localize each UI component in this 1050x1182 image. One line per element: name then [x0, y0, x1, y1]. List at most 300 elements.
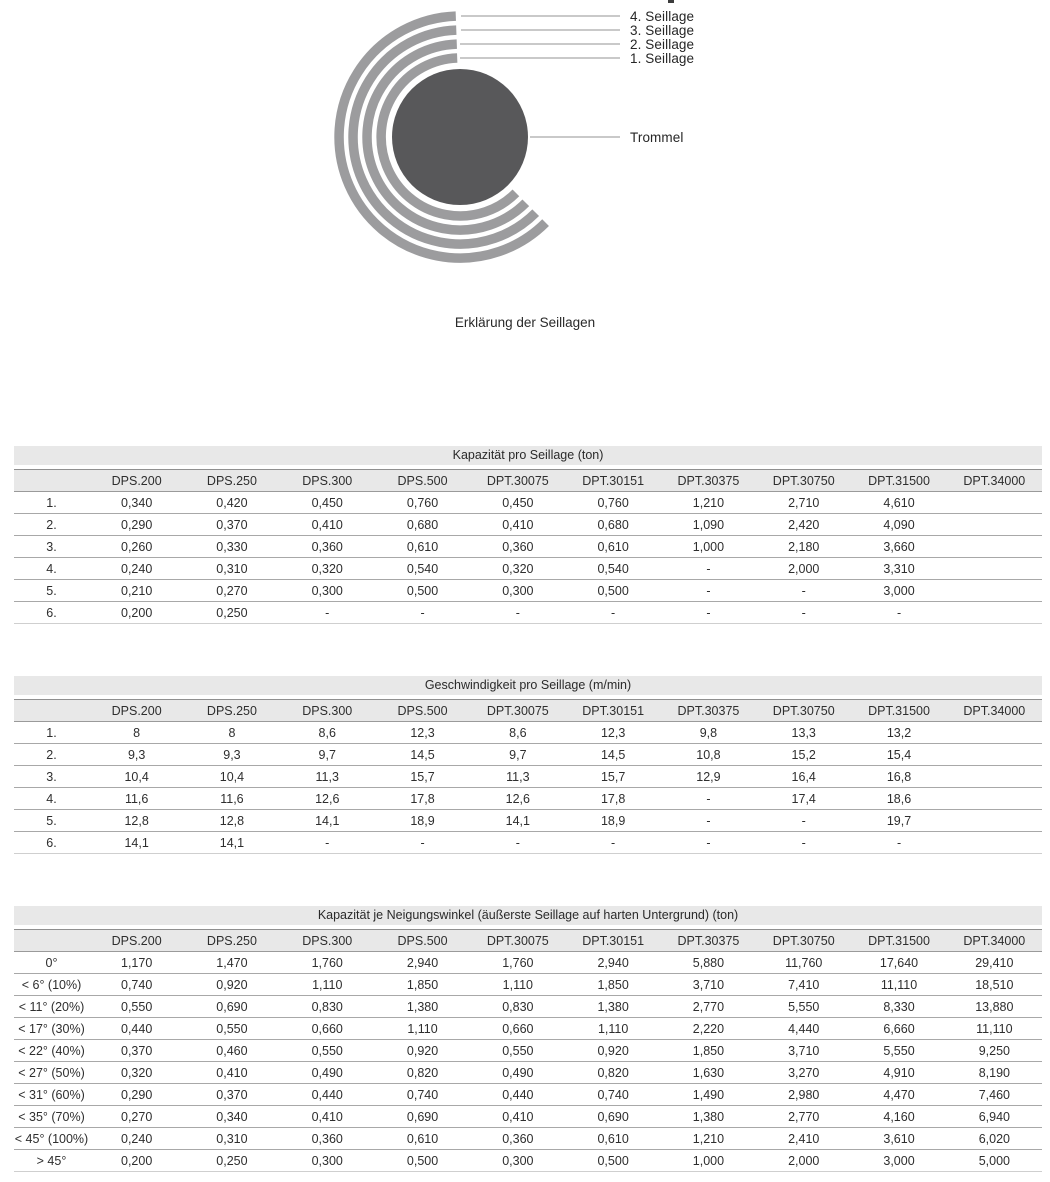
table-cell: 2,420 — [756, 514, 851, 536]
table-cell: 0,340 — [184, 1106, 279, 1128]
table-cell: - — [851, 832, 946, 854]
corner-cell — [14, 700, 89, 722]
table-cell: 0,610 — [565, 1128, 660, 1150]
column-header: DPS.300 — [280, 700, 375, 722]
table-cell: 0,370 — [184, 1084, 279, 1106]
table-cell: 0,690 — [184, 996, 279, 1018]
table-cell: 0,300 — [280, 580, 375, 602]
table-cell: 12,8 — [89, 810, 184, 832]
table-cell: 0,360 — [470, 1128, 565, 1150]
table-cell: 0,920 — [375, 1040, 470, 1062]
table-cell: 0,500 — [375, 580, 470, 602]
table-cell: 18,9 — [565, 810, 660, 832]
column-header: DPT.30151 — [565, 930, 660, 952]
row-label: 4. — [14, 558, 89, 580]
corner-cell — [14, 930, 89, 952]
table-cell: 29,410 — [947, 952, 1042, 974]
table-cell: 2,770 — [661, 996, 756, 1018]
table-cell — [947, 832, 1042, 854]
column-header: DPS.250 — [184, 700, 279, 722]
table-cell: 9,8 — [661, 722, 756, 744]
table-cell: 1,380 — [565, 996, 660, 1018]
table-cell: 0,550 — [280, 1040, 375, 1062]
table-cell: 0,830 — [280, 996, 375, 1018]
table-cell: 0,760 — [565, 492, 660, 514]
data-table — [14, 699, 1042, 854]
table-cell: 0,450 — [280, 492, 375, 514]
column-header: DPT.30750 — [756, 930, 851, 952]
table-cell: 0,540 — [565, 558, 660, 580]
table-cell: 3,000 — [851, 580, 946, 602]
row-label: < 45° (100%) — [14, 1128, 89, 1150]
table-cell: 0,680 — [565, 514, 660, 536]
table-cell: 3,270 — [756, 1062, 851, 1084]
table-cell — [947, 744, 1042, 766]
table-cell: 0,820 — [565, 1062, 660, 1084]
table-cell: 0,920 — [184, 974, 279, 996]
table-cell: 0,460 — [184, 1040, 279, 1062]
row-label: 2. — [14, 744, 89, 766]
table-cell — [947, 514, 1042, 536]
data-table — [14, 929, 1042, 1172]
column-header: DPS.200 — [89, 470, 184, 492]
column-header: DPT.34000 — [947, 470, 1042, 492]
table-kapazitaet-pro-seillage — [14, 446, 1042, 624]
table-row — [14, 974, 1042, 996]
table-row — [14, 766, 1042, 788]
table-cell: 1,110 — [375, 1018, 470, 1040]
table-cell: 0,270 — [184, 580, 279, 602]
row-label: 0° — [14, 952, 89, 974]
table-cell: 1,000 — [661, 1150, 756, 1172]
table-cell: 7,410 — [756, 974, 851, 996]
column-header: DPT.30075 — [470, 930, 565, 952]
table-cell: 4,470 — [851, 1084, 946, 1106]
table-cell: 18,6 — [851, 788, 946, 810]
table-cell: 1,210 — [661, 1128, 756, 1150]
table-cell: 0,250 — [184, 1150, 279, 1172]
table-cell: 1,630 — [661, 1062, 756, 1084]
table-cell: 14,1 — [184, 832, 279, 854]
table-cell: 0,360 — [280, 1128, 375, 1150]
row-label: 5. — [14, 810, 89, 832]
table-cell: 2,220 — [661, 1018, 756, 1040]
table-cell: 0,300 — [470, 1150, 565, 1172]
table-cell: 1,760 — [280, 952, 375, 974]
table-cell: 2,410 — [756, 1128, 851, 1150]
table-row — [14, 1018, 1042, 1040]
table-cell: 9,7 — [280, 744, 375, 766]
table-cell — [947, 722, 1042, 744]
table-cell: 0,290 — [89, 1084, 184, 1106]
table-cell: - — [756, 832, 851, 854]
column-header: DPS.200 — [89, 930, 184, 952]
column-header: DPT.30151 — [565, 470, 660, 492]
table-cell: 8 — [184, 722, 279, 744]
table-cell: 5,550 — [851, 1040, 946, 1062]
row-label: 6. — [14, 832, 89, 854]
table-cell: 0,340 — [89, 492, 184, 514]
table-cell: 1,490 — [661, 1084, 756, 1106]
table-cell: 3,710 — [661, 974, 756, 996]
table-cell: 15,7 — [565, 766, 660, 788]
table-cell: 0,410 — [280, 514, 375, 536]
table-cell: 1,110 — [280, 974, 375, 996]
table-cell: - — [661, 788, 756, 810]
row-label: 5. — [14, 580, 89, 602]
table-cell: 4,440 — [756, 1018, 851, 1040]
table-row — [14, 722, 1042, 744]
table-cell: 12,8 — [184, 810, 279, 832]
row-label: 1. — [14, 492, 89, 514]
table-cell: 15,4 — [851, 744, 946, 766]
table-cell: 8 — [89, 722, 184, 744]
table-cell: - — [280, 602, 375, 624]
column-header: DPS.500 — [375, 930, 470, 952]
table-cell: 0,760 — [375, 492, 470, 514]
table-cell: 6,660 — [851, 1018, 946, 1040]
table-row — [14, 1084, 1042, 1106]
table-cell: 1,110 — [470, 974, 565, 996]
table-cell: 0,920 — [565, 1040, 660, 1062]
table-cell: - — [280, 832, 375, 854]
table-title: Geschwindigkeit pro Seillage (m/min) — [14, 676, 1042, 695]
table-cell — [947, 602, 1042, 624]
table-cell: 12,6 — [470, 788, 565, 810]
table-cell: 0,200 — [89, 1150, 184, 1172]
header-row — [14, 930, 1042, 952]
table-row — [14, 788, 1042, 810]
column-header: DPS.500 — [375, 700, 470, 722]
table-cell: - — [375, 832, 470, 854]
table-cell: 0,320 — [470, 558, 565, 580]
table-cell: - — [661, 810, 756, 832]
table-row — [14, 1128, 1042, 1150]
table-cell: 0,550 — [470, 1040, 565, 1062]
table-cell: 0,240 — [89, 558, 184, 580]
table-cell: 1,170 — [89, 952, 184, 974]
table-row — [14, 580, 1042, 602]
column-header: DPT.34000 — [947, 700, 1042, 722]
table-cell: 11,110 — [947, 1018, 1042, 1040]
row-label: 1. — [14, 722, 89, 744]
row-label: < 31° (60%) — [14, 1084, 89, 1106]
table-cell: 0,260 — [89, 536, 184, 558]
table-cell: 18,510 — [947, 974, 1042, 996]
row-label: 2. — [14, 514, 89, 536]
table-cell: 1,380 — [661, 1106, 756, 1128]
table-cell: 13,880 — [947, 996, 1042, 1018]
table-cell: 16,8 — [851, 766, 946, 788]
table-cell: 0,740 — [565, 1084, 660, 1106]
table-cell: 3,610 — [851, 1128, 946, 1150]
table-cell: 19,7 — [851, 810, 946, 832]
table-cell: 0,290 — [89, 514, 184, 536]
table-cell: 0,370 — [89, 1040, 184, 1062]
column-header: DPT.30075 — [470, 700, 565, 722]
table-cell — [947, 580, 1042, 602]
row-label: < 27° (50%) — [14, 1062, 89, 1084]
header-row — [14, 470, 1042, 492]
column-header: DPT.31500 — [851, 700, 946, 722]
table-geschwindigkeit-pro-seillage — [14, 676, 1042, 854]
table-kapazitaet-je-neigungswinkel — [14, 906, 1042, 1172]
table-cell: 8,6 — [280, 722, 375, 744]
table-cell: 11,760 — [756, 952, 851, 974]
table-cell: - — [661, 558, 756, 580]
column-header: DPS.300 — [280, 930, 375, 952]
table-cell: - — [851, 602, 946, 624]
table-cell: 1,470 — [184, 952, 279, 974]
table-cell: 0,300 — [470, 580, 565, 602]
table-cell: 1,110 — [565, 1018, 660, 1040]
column-header: DPS.200 — [89, 700, 184, 722]
row-label: 3. — [14, 536, 89, 558]
table-cell: 4,090 — [851, 514, 946, 536]
table-cell: - — [756, 602, 851, 624]
label-layer-2: 2. Seillage — [630, 37, 695, 52]
header-row — [14, 700, 1042, 722]
table-cell: 0,610 — [375, 536, 470, 558]
table-row — [14, 744, 1042, 766]
column-header: DPT.30750 — [756, 700, 851, 722]
table-cell: 9,7 — [470, 744, 565, 766]
drum-circle — [392, 69, 528, 205]
table-cell: 0,450 — [470, 492, 565, 514]
table-cell: 15,7 — [375, 766, 470, 788]
table-cell — [947, 536, 1042, 558]
table-cell: 0,330 — [184, 536, 279, 558]
table-cell — [947, 558, 1042, 580]
table-cell: 10,4 — [184, 766, 279, 788]
table-cell: 12,9 — [661, 766, 756, 788]
label-layer-1: 1. Seillage — [630, 51, 695, 66]
table-cell: 18,9 — [375, 810, 470, 832]
table-cell: 12,6 — [280, 788, 375, 810]
table-cell: 0,680 — [375, 514, 470, 536]
table-row — [14, 952, 1042, 974]
table-cell: 5,550 — [756, 996, 851, 1018]
column-header: DPS.300 — [280, 470, 375, 492]
table-cell: 3,710 — [756, 1040, 851, 1062]
table-cell: 0,420 — [184, 492, 279, 514]
corner-cell — [14, 470, 89, 492]
table-title: Kapazität je Neigungswinkel (äußerste Seillage auf harten Untergrund) (ton) — [14, 906, 1042, 925]
table-cell — [947, 788, 1042, 810]
table-cell: 0,410 — [184, 1062, 279, 1084]
column-header: DPT.34000 — [947, 930, 1042, 952]
table-cell: 0,500 — [375, 1150, 470, 1172]
data-table — [14, 469, 1042, 624]
table-cell: 5,880 — [661, 952, 756, 974]
table-cell: 0,240 — [89, 1128, 184, 1150]
table-cell: 3,310 — [851, 558, 946, 580]
table-cell: - — [375, 602, 470, 624]
table-cell: 0,360 — [470, 536, 565, 558]
table-cell: 0,320 — [280, 558, 375, 580]
table-cell: - — [756, 810, 851, 832]
table-cell: 1,380 — [375, 996, 470, 1018]
table-cell — [947, 810, 1042, 832]
table-cell: 1,850 — [565, 974, 660, 996]
table-row — [14, 536, 1042, 558]
label-layer-4: 4. Seillage — [630, 9, 695, 24]
table-cell: 2,980 — [756, 1084, 851, 1106]
table-cell: 3,660 — [851, 536, 946, 558]
table-cell: 8,6 — [470, 722, 565, 744]
row-label: < 22° (40%) — [14, 1040, 89, 1062]
column-header: DPS.250 — [184, 930, 279, 952]
table-cell: 0,410 — [280, 1106, 375, 1128]
table-cell: 0,310 — [184, 1128, 279, 1150]
table-cell: 0,490 — [280, 1062, 375, 1084]
table-cell: 1,210 — [661, 492, 756, 514]
table-row — [14, 832, 1042, 854]
table-cell: 0,270 — [89, 1106, 184, 1128]
table-cell: 0,660 — [280, 1018, 375, 1040]
table-cell: - — [470, 602, 565, 624]
table-cell: 7,460 — [947, 1084, 1042, 1106]
table-cell: 2,000 — [756, 558, 851, 580]
label-drum: Trommel — [630, 130, 684, 145]
column-header: DPT.30075 — [470, 470, 565, 492]
table-cell: 0,320 — [89, 1062, 184, 1084]
table-cell: 0,440 — [470, 1084, 565, 1106]
table-cell: 0,410 — [470, 1106, 565, 1128]
table-cell: 17,8 — [565, 788, 660, 810]
table-row — [14, 1106, 1042, 1128]
table-cell — [947, 492, 1042, 514]
table-row — [14, 1040, 1042, 1062]
table-row — [14, 996, 1042, 1018]
row-label: 4. — [14, 788, 89, 810]
table-cell: 17,4 — [756, 788, 851, 810]
table-cell: 0,360 — [280, 536, 375, 558]
table-cell: 2,940 — [375, 952, 470, 974]
table-cell: - — [565, 602, 660, 624]
table-cell: 0,690 — [565, 1106, 660, 1128]
table-cell: 0,440 — [280, 1084, 375, 1106]
table-row — [14, 1150, 1042, 1172]
table-cell: 2,770 — [756, 1106, 851, 1128]
table-cell: 2,180 — [756, 536, 851, 558]
table-cell: 0,660 — [470, 1018, 565, 1040]
table-title: Kapazität pro Seillage (ton) — [14, 446, 1042, 465]
table-cell: 9,250 — [947, 1040, 1042, 1062]
table-cell: 17,640 — [851, 952, 946, 974]
column-header: DPT.31500 — [851, 930, 946, 952]
table-row — [14, 1062, 1042, 1084]
label-layer-3: 3. Seillage — [630, 23, 695, 38]
table-cell: 11,3 — [470, 766, 565, 788]
table-cell: 14,5 — [375, 744, 470, 766]
table-cell: 10,4 — [89, 766, 184, 788]
table-cell — [947, 766, 1042, 788]
table-cell: 11,6 — [89, 788, 184, 810]
diagram-caption: Erklärung der Seillagen — [454, 315, 596, 330]
column-header: DPT.31500 — [851, 470, 946, 492]
table-cell: 11,110 — [851, 974, 946, 996]
table-cell: 8,190 — [947, 1062, 1042, 1084]
table-cell: 5,000 — [947, 1150, 1042, 1172]
table-cell: 0,690 — [375, 1106, 470, 1128]
table-cell: 0,500 — [565, 1150, 660, 1172]
table-cell: 0,830 — [470, 996, 565, 1018]
table-cell: 13,2 — [851, 722, 946, 744]
table-row — [14, 810, 1042, 832]
table-cell: 14,1 — [89, 832, 184, 854]
table-cell: 2,710 — [756, 492, 851, 514]
table-cell: - — [470, 832, 565, 854]
table-cell: 0,370 — [184, 514, 279, 536]
table-cell: 14,5 — [565, 744, 660, 766]
table-cell: 6,940 — [947, 1106, 1042, 1128]
table-cell: 0,200 — [89, 602, 184, 624]
table-row — [14, 514, 1042, 536]
table-cell: 1,850 — [661, 1040, 756, 1062]
table-cell: 0,410 — [470, 514, 565, 536]
table-cell: 6,020 — [947, 1128, 1042, 1150]
table-cell: 14,1 — [280, 810, 375, 832]
table-cell: 12,3 — [565, 722, 660, 744]
row-label: 3. — [14, 766, 89, 788]
drum-rope-layers-illustration — [0, 0, 1050, 270]
table-cell: 0,550 — [184, 1018, 279, 1040]
table-row — [14, 492, 1042, 514]
table-cell: 0,310 — [184, 558, 279, 580]
table-cell: 4,610 — [851, 492, 946, 514]
table-cell: 1,760 — [470, 952, 565, 974]
row-label: > 45° — [14, 1150, 89, 1172]
table-cell: 2,940 — [565, 952, 660, 974]
table-cell: 0,540 — [375, 558, 470, 580]
table-cell: 0,550 — [89, 996, 184, 1018]
table-cell: 8,330 — [851, 996, 946, 1018]
column-header: DPT.30375 — [661, 930, 756, 952]
table-cell: - — [661, 602, 756, 624]
table-cell: 11,6 — [184, 788, 279, 810]
table-cell: 4,910 — [851, 1062, 946, 1084]
table-cell: 1,000 — [661, 536, 756, 558]
table-cell: 0,210 — [89, 580, 184, 602]
table-row — [14, 558, 1042, 580]
table-cell: 1,090 — [661, 514, 756, 536]
table-cell: 0,740 — [375, 1084, 470, 1106]
table-cell: 0,490 — [470, 1062, 565, 1084]
table-cell: - — [661, 832, 756, 854]
table-cell: 0,440 — [89, 1018, 184, 1040]
table-cell: 16,4 — [756, 766, 851, 788]
table-cell: 3,000 — [851, 1150, 946, 1172]
table-cell: - — [565, 832, 660, 854]
table-cell: 0,610 — [375, 1128, 470, 1150]
column-header: DPT.30151 — [565, 700, 660, 722]
table-cell: 0,250 — [184, 602, 279, 624]
table-cell: 9,3 — [184, 744, 279, 766]
table-cell: 0,300 — [280, 1150, 375, 1172]
table-cell: - — [661, 580, 756, 602]
column-header: DPS.250 — [184, 470, 279, 492]
column-header: DPT.30750 — [756, 470, 851, 492]
row-label: < 35° (70%) — [14, 1106, 89, 1128]
table-row — [14, 602, 1042, 624]
table-cell: 0,610 — [565, 536, 660, 558]
column-header: DPT.30375 — [661, 470, 756, 492]
table-cell: 0,820 — [375, 1062, 470, 1084]
table-cell: 14,1 — [470, 810, 565, 832]
row-label: < 11° (20%) — [14, 996, 89, 1018]
row-label: 6. — [14, 602, 89, 624]
